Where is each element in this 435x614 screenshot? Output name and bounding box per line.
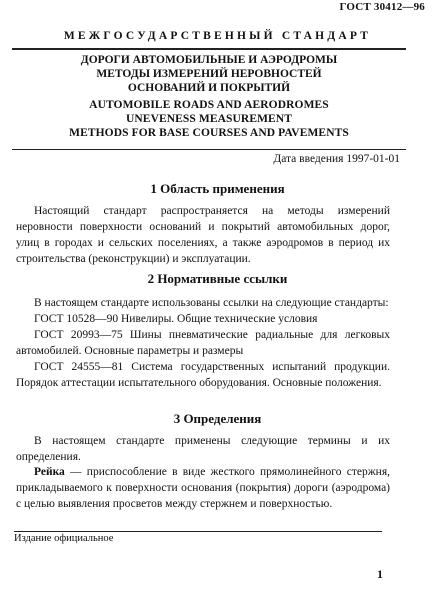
- header-rule: [12, 48, 406, 50]
- page-number: 1: [377, 567, 383, 581]
- document-code: ГОСТ 30412—96: [339, 1, 425, 13]
- title-ru-line: МЕТОДЫ ИЗМЕРЕНИЙ НЕРОВНОСТЕЙ: [96, 68, 322, 80]
- definitions-intro-paragraph: [16, 433, 390, 465]
- title-en-line: METHODS FOR BASE COURSES AND PAVEMENTS: [69, 127, 349, 139]
- title-english: [12, 98, 406, 140]
- title-en-line: UNEVENESS MEASUREMENT: [125, 113, 292, 125]
- scope-paragraph: [16, 203, 390, 267]
- references-intro: В настоящем стандарте использованы ссылки на следующие стандарты:: [34, 297, 389, 309]
- title-en-line: AUTOMOBILE ROADS AND AERODROMES: [89, 99, 329, 111]
- definition-term: Рейка: [34, 466, 65, 478]
- title-russian: [12, 53, 406, 95]
- title-rule: [12, 149, 406, 150]
- reference-item: ГОСТ 20993—75 Шины пневматические радиальные для легковых автомобилей. Основные параметры и размеры: [16, 329, 390, 357]
- definitions-intro: В настоящем стандарте применены следующие термины и их определения.: [16, 435, 390, 463]
- references-block: [16, 295, 390, 391]
- section-heading-references: 2 Нормативные ссылки: [147, 271, 288, 286]
- state-standard-label: МЕЖГОСУДАРСТВЕННЫЙ СТАНДАРТ: [63, 30, 372, 42]
- reference-item: ГОСТ 10528—90 Нивелиры. Общие технические условия: [34, 313, 318, 325]
- section-heading-definitions: 3 Определения: [173, 411, 262, 426]
- reference-item: ГОСТ 24555—81 Система государственных испытаний продукции. Порядок аттестации испытательного оборудования. Основные положения.: [16, 361, 390, 389]
- title-ru-line: ОСНОВАНИЙ И ПОКРЫТИЙ: [127, 82, 291, 94]
- section-heading-scope: 1 Область применения: [150, 181, 285, 196]
- definition-text: — приспособление в виде жесткого прямолинейного стержня, прикладываемого к поверхности основания (покрытия) дороги (аэродрома) с целью выявления просветов между стержнем и поверхностью.: [16, 466, 390, 510]
- footer-rule: [14, 531, 382, 532]
- date-of-introduction: Дата введения 1997-01-01: [273, 153, 400, 165]
- definition-paragraph: [16, 464, 390, 512]
- scope-text: Настоящий стандарт распространяется на методы измерений неровности поверхности оснований и покрытий автомобильных дорог, улиц в городах и сельских поселениях, а также аэродромов в период их строительства (реконструкции) и эксплуатации.: [16, 205, 390, 265]
- title-ru-line: ДОРОГИ АВТОМОБИЛЬНЫЕ И АЭРОДРОМЫ: [80, 54, 338, 66]
- edition-label: Издание официальное: [14, 533, 114, 544]
